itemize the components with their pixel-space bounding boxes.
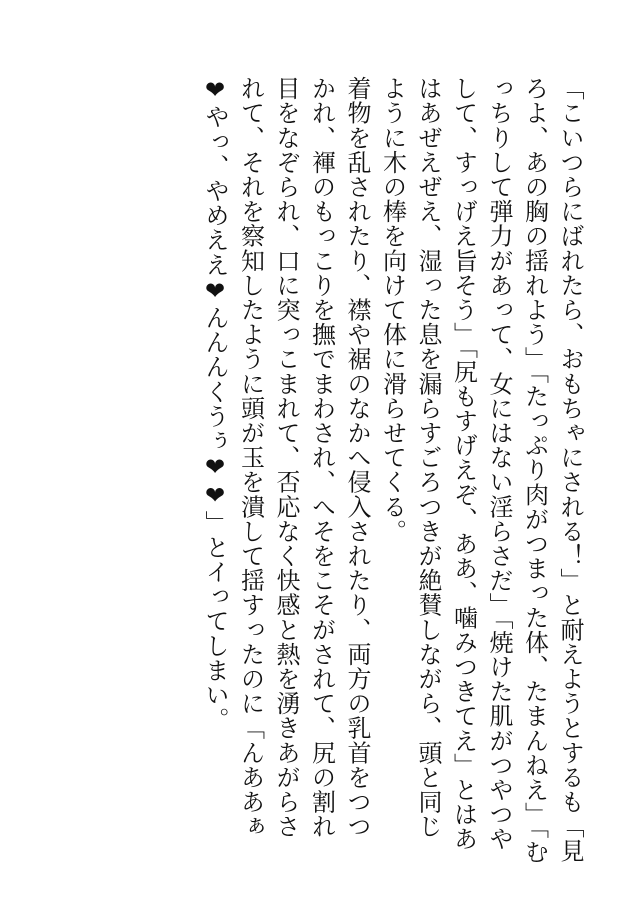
text-column: 「こいつらにばれたら、おもちゃにされる！」と耐えようとするも「見 xyxy=(556,76,584,864)
text-column: 着物を乱されたり、襟や裾のなかへ侵入されたり、両方の乳首をつつ xyxy=(343,76,371,839)
vertical-text-body xyxy=(197,76,588,864)
text-column: して、すっげえ旨そう」「尻もすげえぞ、ああ、噛みつきてえ」とはあ xyxy=(449,76,478,852)
text-column: はあぜえぜえ、湿った息を漏らすごろつきが絶賛しながら、頭と同じ xyxy=(414,76,442,839)
text-column: 目をなぞられ、口に突っこまれて、否応なく快感と熱を湧きあがらさ xyxy=(272,76,300,839)
text-column: ように木の棒を向けて体に滑らせてくる。 xyxy=(378,76,407,544)
text-column: ❤やっ、やめええ❤んんんくうぅ❤❤」とイってしまい。 xyxy=(201,76,229,732)
text-column: っちりして弾力があって、女にはない淫らさだ」「焼けた肌がつやつや xyxy=(485,76,513,852)
text-column: かれ、褌のもっこりを撫でまわされ、へそをこそがされて、尻の割れ xyxy=(307,76,336,839)
text-column: れて、それを察知したように頭が玉を潰して揺すったのに「んああぁ xyxy=(236,76,265,839)
text-column: ろよ、あの胸の揺れよう」「たっぷり肉がつまった体、たまんねえ」「む xyxy=(520,76,549,864)
